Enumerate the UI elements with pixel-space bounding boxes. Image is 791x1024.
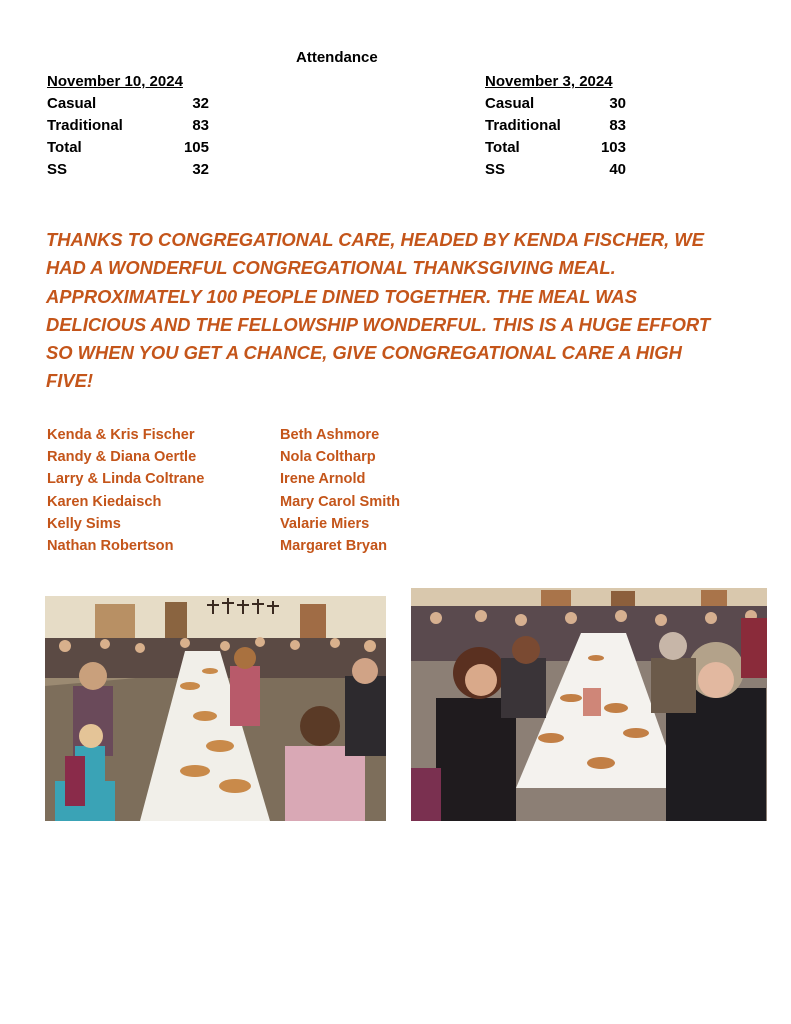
dinner-photo-left (45, 596, 386, 821)
announcement-line: FIVE! (46, 370, 94, 392)
volunteer-name: Nola Coltharp (280, 449, 376, 466)
volunteer-name: Larry & Linda Coltrane (47, 471, 205, 488)
volunteer-name: Kenda & Kris Fischer (47, 427, 195, 443)
volunteer-name: Valarie Miers (280, 515, 370, 532)
attendance-value: 32 (192, 95, 209, 112)
volunteer-name: Karen Kiedaisch (47, 493, 162, 510)
announcement-line: DELICIOUS AND THE FELLOWSHIP WONDERFUL. THIS IS A HUGE EFFORT (46, 313, 711, 335)
volunteer-name: Kelly Sims (47, 515, 121, 532)
attendance-value: 32 (192, 161, 209, 178)
volunteer-list-right (280, 424, 400, 557)
announcement-line: HAD A WONDERFUL CONGREGATIONAL THANKSGIVING MEAL. (46, 257, 616, 279)
volunteer-name: Margaret Bryan (280, 537, 388, 554)
attendance-row-ss (47, 159, 247, 181)
announcement-line: THANKS TO CONGREGATIONAL CARE, HEADED BY KENDA FISCHER, WE (46, 229, 705, 250)
attendance-value: 83 (192, 117, 209, 134)
dinner-photo-right (411, 588, 767, 821)
attendance-label: Traditional (47, 117, 123, 134)
announcement-line: SO WHEN YOU GET A CHANCE, GIVE CONGREGATIONAL CARE A HIGH (46, 342, 682, 364)
attendance-label: Casual (485, 95, 535, 112)
attendance-row-total (47, 137, 247, 159)
attendance-label: SS (485, 161, 506, 178)
volunteer-name: Randy & Diana Oertle (47, 449, 197, 466)
thanksgiving-announcement (46, 226, 766, 396)
attendance-nov-10 (47, 71, 247, 181)
attendance-date: November 3, 2024 (485, 73, 613, 90)
announcement-line: APPROXIMATELY 100 PEOPLE DINED TOGETHER. THE MEAL WAS (46, 285, 637, 307)
attendance-row-casual (485, 93, 685, 115)
attendance-label: SS (47, 161, 68, 178)
attendance-value: 40 (609, 161, 626, 178)
attendance-row-casual (47, 93, 247, 115)
attendance-row-traditional (47, 115, 247, 137)
attendance-row-ss (485, 159, 685, 181)
attendance-label: Casual (47, 95, 97, 112)
attendance-title: Attendance (296, 49, 378, 66)
volunteer-name: Nathan Robertson (47, 537, 174, 554)
attendance-value: 30 (609, 95, 626, 112)
attendance-date: November 10, 2024 (47, 73, 183, 90)
volunteer-list-left (47, 424, 204, 557)
volunteer-name: Beth Ashmore (280, 427, 380, 443)
volunteer-name: Irene Arnold (280, 471, 366, 488)
attendance-nov-3 (485, 71, 685, 181)
attendance-label: Traditional (485, 117, 561, 134)
attendance-label: Total (47, 139, 82, 156)
attendance-value: 83 (609, 117, 626, 134)
attendance-row-total (485, 137, 685, 159)
volunteer-name: Mary Carol Smith (280, 493, 401, 510)
attendance-value: 103 (600, 139, 626, 156)
attendance-label: Total (485, 139, 520, 156)
attendance-row-traditional (485, 115, 685, 137)
attendance-value: 105 (183, 139, 209, 156)
